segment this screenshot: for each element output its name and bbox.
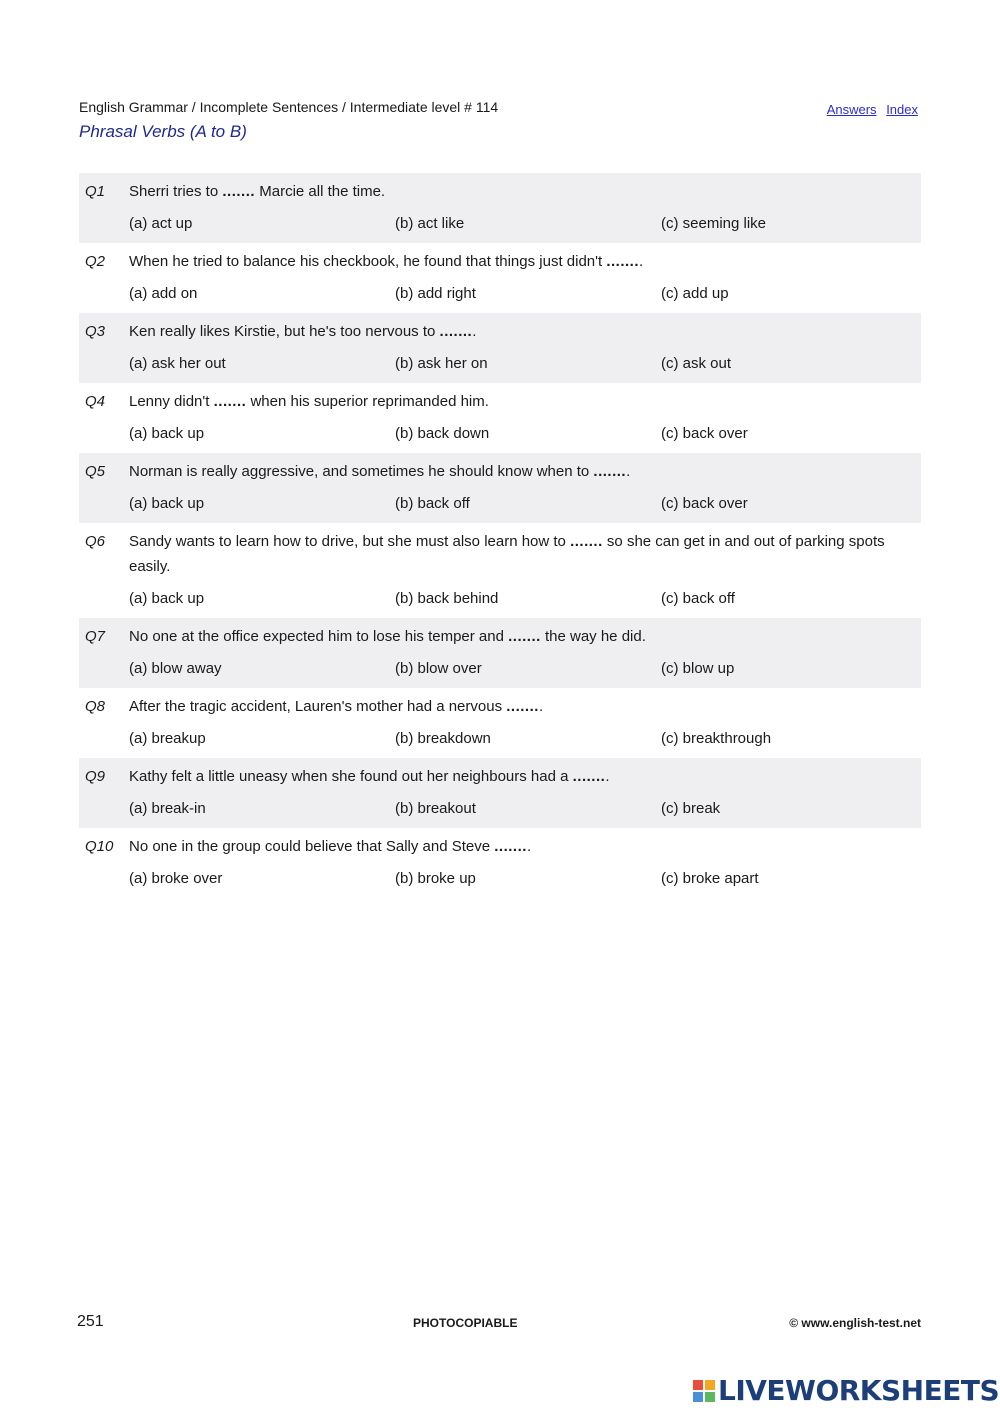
- option-b[interactable]: (b) breakout: [395, 800, 476, 817]
- option-a[interactable]: (a) blow away: [129, 660, 222, 677]
- option-a[interactable]: (a) act up: [129, 215, 193, 232]
- question-number: Q4: [85, 393, 106, 410]
- option-c[interactable]: (c) break: [661, 800, 721, 817]
- question-text: When he tried to balance his checkbook, he found that things just didn't ........: [129, 253, 644, 270]
- question-item: [79, 453, 921, 523]
- question-number: Q9: [85, 768, 106, 785]
- answers-link[interactable]: Answers: [826, 102, 877, 117]
- question-number: Q8: [85, 698, 106, 715]
- option-a[interactable]: (a) add on: [129, 285, 198, 302]
- logo-square: [693, 1392, 703, 1402]
- answer-blank: .......: [572, 768, 606, 785]
- option-b[interactable]: (b) back down: [395, 425, 490, 442]
- question-list: [79, 173, 921, 898]
- question-number: Q6: [85, 533, 106, 550]
- option-b[interactable]: (b) ask her on: [395, 355, 488, 372]
- question-item: [79, 828, 921, 898]
- option-a[interactable]: (a) back up: [129, 590, 205, 607]
- answer-blank: .......: [213, 393, 247, 410]
- question-item: [79, 243, 921, 313]
- option-a[interactable]: (a) breakup: [129, 730, 206, 747]
- question-item: [79, 618, 921, 688]
- option-b[interactable]: (b) act like: [395, 215, 465, 232]
- question-text: Sandy wants to learn how to drive, but she must also learn how to ....... so she can get in and out of parking spots easily.: [129, 533, 885, 575]
- logo-square: [693, 1380, 703, 1390]
- copyright-label: © www.english-test.net: [789, 1316, 921, 1330]
- question-item: [79, 688, 921, 758]
- option-c[interactable]: (c) back over: [661, 425, 748, 442]
- option-a[interactable]: (a) broke over: [129, 870, 223, 887]
- option-c[interactable]: (c) broke apart: [661, 870, 759, 887]
- option-b[interactable]: (b) breakdown: [395, 730, 491, 747]
- logo-square: [705, 1392, 715, 1402]
- option-c[interactable]: (c) add up: [661, 285, 729, 302]
- question-item: [79, 758, 921, 828]
- question-number: Q3: [85, 323, 106, 340]
- answer-blank: .......: [439, 323, 473, 340]
- question-text: Ken really likes Kirstie, but he's too nervous to ........: [129, 323, 477, 340]
- answer-blank: .......: [593, 463, 627, 480]
- option-c[interactable]: (c) blow up: [661, 660, 735, 677]
- question-number: Q2: [85, 253, 106, 270]
- page-number: 251: [77, 1313, 104, 1330]
- answer-blank: .......: [508, 628, 541, 645]
- header-links: [821, 102, 918, 117]
- question-item: [79, 313, 921, 383]
- page-title: Phrasal Verbs (A to B): [79, 122, 247, 141]
- question-item: [79, 173, 921, 243]
- answer-blank: .......: [570, 533, 603, 550]
- question-text: Lenny didn't ....... when his superior reprimanded him.: [129, 393, 489, 410]
- liveworksheets-brand[interactable]: [693, 1374, 999, 1407]
- option-b[interactable]: (b) back behind: [395, 590, 499, 607]
- answer-blank: .......: [494, 838, 527, 855]
- question-number: Q1: [85, 183, 106, 200]
- photocopiable-label: PHOTOCOPIABLE: [413, 1316, 518, 1330]
- option-c[interactable]: (c) ask out: [661, 355, 732, 372]
- option-c[interactable]: (c) back off: [661, 590, 735, 607]
- answer-blank: .......: [606, 253, 640, 270]
- question-text: No one in the group could believe that Sally and Steve ........: [129, 838, 532, 855]
- answer-blank: .......: [222, 183, 256, 200]
- question-item: [79, 523, 921, 618]
- brand-name: LIVEWORKSHEETS: [718, 1374, 1000, 1407]
- option-b[interactable]: (b) broke up: [395, 870, 476, 887]
- question-number: Q7: [85, 628, 106, 645]
- option-a[interactable]: (a) break-in: [129, 800, 206, 817]
- question-text: No one at the office expected him to lose his temper and ....... the way he did.: [129, 628, 646, 645]
- question-text: Sherri tries to ....... Marcie all the time.: [129, 183, 386, 200]
- option-a[interactable]: (a) back up: [129, 495, 205, 512]
- option-c[interactable]: (c) seeming like: [661, 215, 767, 232]
- question-number: Q10: [85, 838, 114, 855]
- option-a[interactable]: (a) ask her out: [129, 355, 226, 372]
- breadcrumb: English Grammar / Incomplete Sentences / Intermediate level # 114: [79, 99, 499, 115]
- question-number: Q5: [85, 463, 106, 480]
- option-b[interactable]: (b) back off: [395, 495, 470, 512]
- question-text: After the tragic accident, Lauren's mother had a nervous ........: [129, 698, 544, 715]
- option-c[interactable]: (c) breakthrough: [661, 730, 772, 747]
- option-c[interactable]: (c) back over: [661, 495, 748, 512]
- index-link[interactable]: Index: [886, 102, 918, 117]
- question-text: Norman is really aggressive, and sometimes he should know when to ........: [129, 463, 631, 480]
- logo-square: [705, 1380, 715, 1390]
- liveworksheets-logo-icon: [693, 1380, 715, 1402]
- option-a[interactable]: (a) back up: [129, 425, 205, 442]
- question-text: Kathy felt a little uneasy when she found out her neighbours had a ........: [129, 768, 610, 785]
- option-b[interactable]: (b) add right: [395, 285, 476, 302]
- option-b[interactable]: (b) blow over: [395, 660, 482, 677]
- answer-blank: .......: [506, 698, 539, 715]
- question-item: [79, 383, 921, 453]
